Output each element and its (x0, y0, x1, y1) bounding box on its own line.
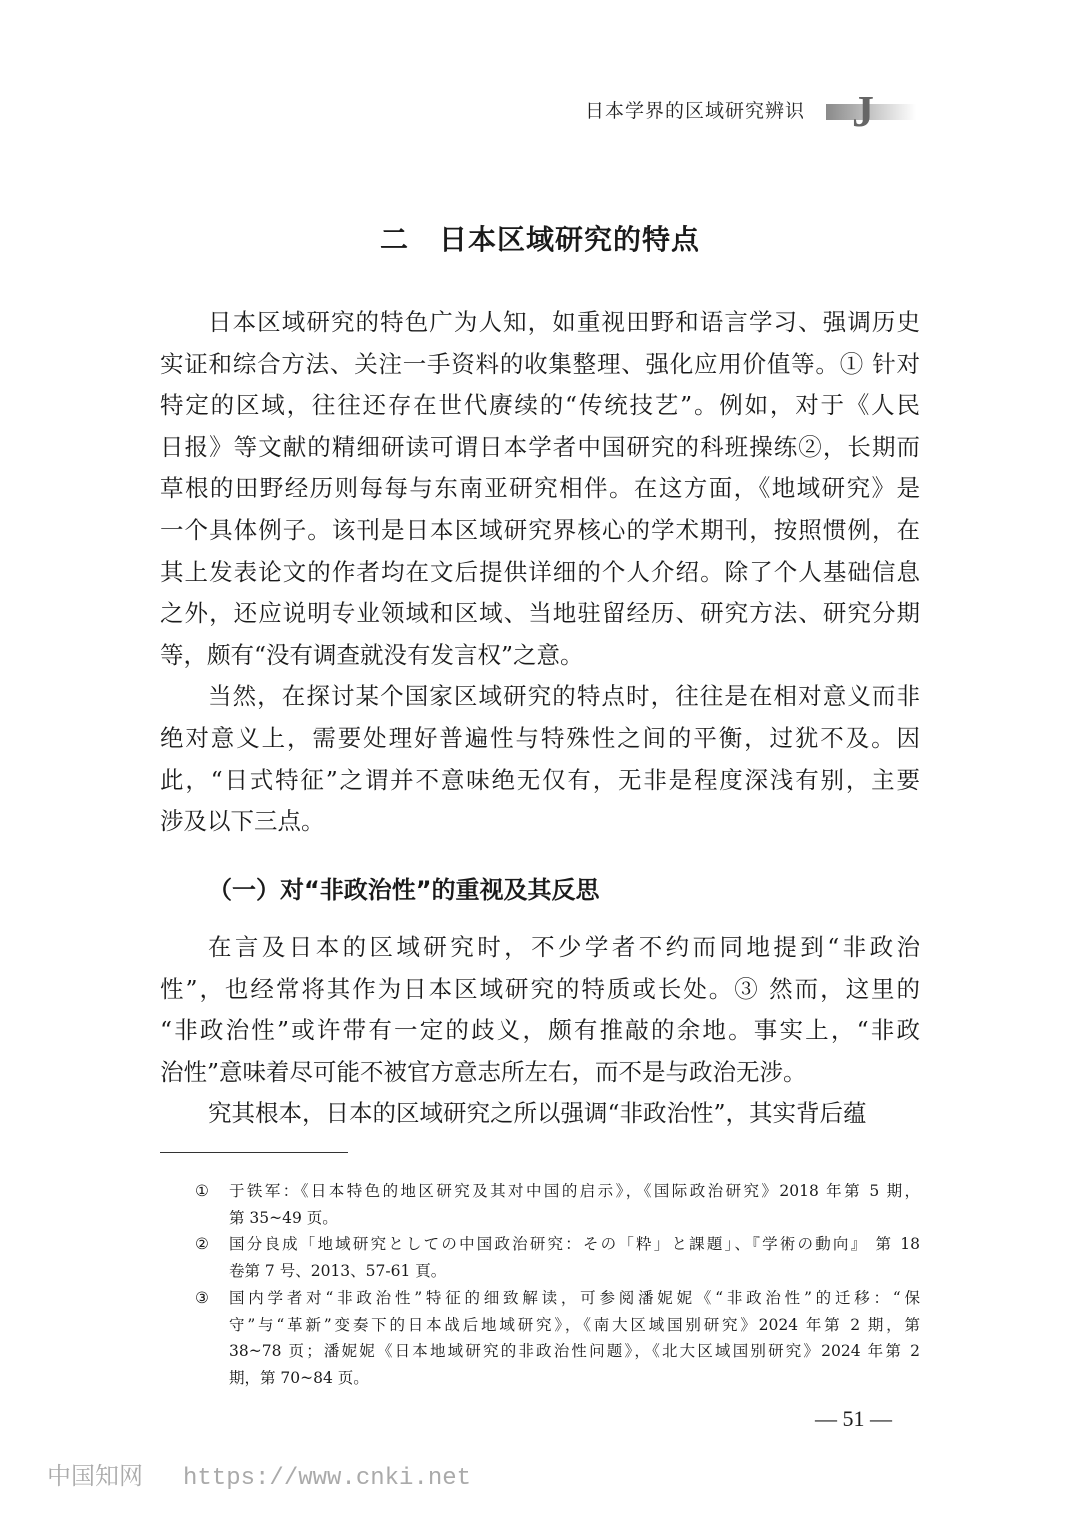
watermark-url: https://www.cnki.net (183, 1465, 472, 1492)
text-line: 一个具体例子。该刊是日本区域研究界核心的学术期刊，按照惯例，在 (160, 516, 920, 544)
footnote-line: 卷第 7 号、2013、57-61 頁。 (229, 1262, 447, 1281)
footnote-line: 38~78 页；潘妮妮《日本地域研究的非政治性问题》，《北大区域国别研究》2024 年第 2 (229, 1342, 920, 1361)
footnote-line: 第 35~49 页。 (229, 1208, 338, 1227)
watermark (47, 1456, 471, 1492)
text-line: 究其根本，日本的区域研究之所以强调“非政治性”，其实背后蕴 (208, 1099, 867, 1128)
footnote-line: 于铁军：《日本特色的地区研究及其对中国的启示》，《国际政治研究》2018 年第 5 期， (229, 1182, 920, 1200)
section-title (0, 218, 1080, 258)
text-line: 治性”意味着尽可能不被官方意志所左右，而不是与政治无涉。 (160, 1057, 807, 1086)
subsection-title: （一）对“非政治性”的重视及其反思 (208, 876, 600, 904)
text-line: 性”，也经常将其作为日本区域研究的特质或长处。③ 然而，这里的 (160, 974, 920, 1003)
text-line: 在言及日本的区域研究时，不少学者不约而同地提到“非政治 (208, 933, 920, 961)
text-line: 实证和综合方法、关注一手资料的收集整理、强化应用价值等。① 针对 (160, 349, 920, 378)
footnote-line: 期，第 70~84 页。 (229, 1368, 369, 1387)
footnote-marker: ③ (195, 1288, 209, 1307)
section-number: 二 (379, 223, 409, 256)
text-line: 其上发表论文的作者均在文后提供详细的个人介绍。除了个人基础信息 (160, 557, 920, 586)
footnote-marker: ② (195, 1235, 209, 1254)
text-line: 绝对意义上，需要处理好普遍性与特殊性之间的平衡，过犹不及。因 (160, 724, 920, 752)
text-line: 特定的区域，往往还存在世代赓续的“传统技艺”。例如，对于《人民 (160, 391, 920, 420)
watermark-brand: 中国知网 (47, 1462, 143, 1490)
page-number: — 51 — (815, 1406, 892, 1431)
footnote-line: 守”与“革新”变奏下的日本战后地域研究》，《南大区域国别研究》2024 年第 2 期，第 (229, 1315, 920, 1334)
text-line: 草根的田野经历则每每与东南亚研究相伴。在这方面，《地域研究》是 (160, 474, 920, 503)
section-title-text: 日本区域研究的特点 (439, 223, 701, 256)
text-line: 日报》等文献的精细研读可谓日本学者中国研究的科班操练②，长期而 (160, 432, 920, 461)
footnote-divider (160, 1152, 348, 1153)
text-line: “非政治性”或许带有一定的歧义，颇有推敲的余地。事实上，“非政 (160, 1016, 920, 1045)
text-line: 等，颇有“没有调查就没有发言权”之意。 (160, 640, 584, 669)
text-line: 此，“日式特征”之谓并不意味绝无仅有，无非是程度深浅有别，主要 (160, 765, 920, 794)
text-line: 当然，在探讨某个国家区域研究的特点时，往往是在相对意义而非 (208, 682, 920, 711)
footnote-line: 国分良成「地域研究としての中国政治研究：その「粋」と課題」、『学術の動向』 第 18 (229, 1235, 920, 1254)
text-line: 日本区域研究的特色广为人知，如重视田野和语言学习、强调历史 (208, 308, 920, 336)
text-line: 涉及以下三点。 (160, 807, 325, 836)
journal-logo-letter: J (852, 87, 874, 136)
text-line: 之外，还应说明专业领域和区域、当地驻留经历、研究方法、研究分期 (160, 599, 920, 628)
footnote-line: 国内学者对“非政治性”特征的细致解读，可参阅潘妮妮《“非政治性”的迁移：“保 (229, 1288, 920, 1307)
running-title: 日本学界的区域研究辨识 (585, 100, 806, 122)
footnote-marker: ① (195, 1182, 209, 1200)
